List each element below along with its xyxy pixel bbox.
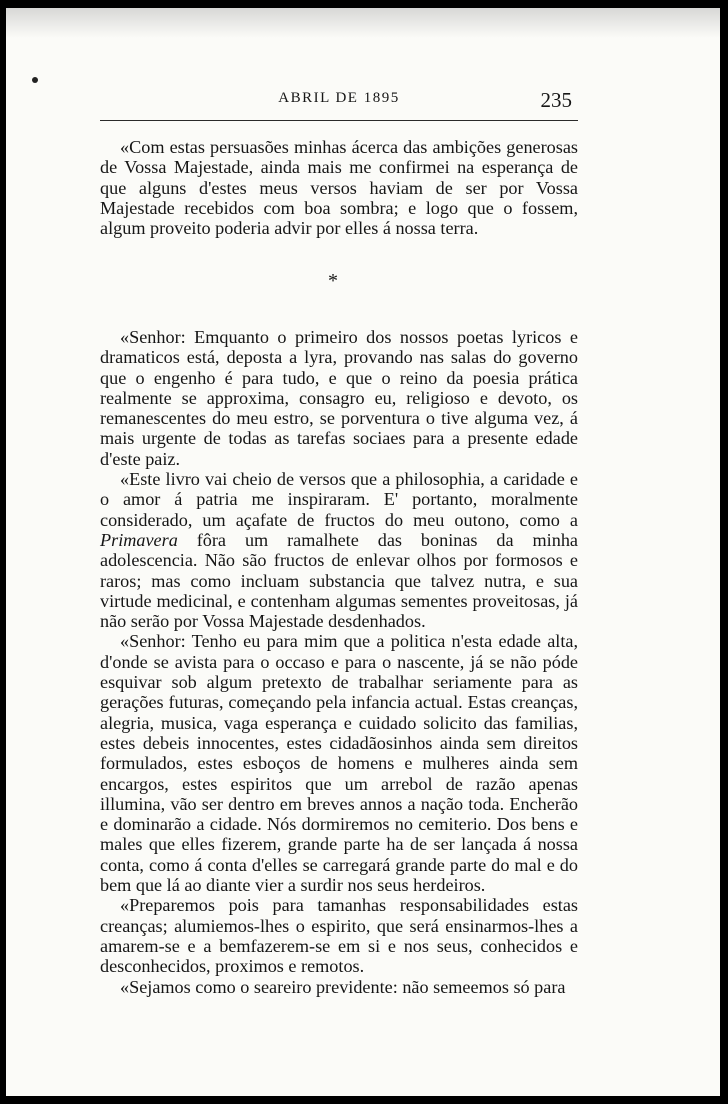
paragraph-text: fôra um ramalhete das boninas da minha adolescencia. Não são fructos de enlevar olhos por formosos e raros; mas como incluam substancia que talvez nutra, e sua virtude medicinal, e contenham algumas sementes proveitosas, já não serão por Vossa Majestade desdenhados. [100,529,578,632]
running-head: ABRIL DE 1895 [278,90,400,106]
text-block-lower [100,327,578,997]
ink-speck [32,77,38,83]
paragraph-text: «Este livro vai cheio de versos que a philosophia, a caridade e o amor á patria me inspiraram. E' portanto, moralmente considerado, um açafate de fructos do meu outono, como a [100,469,578,530]
page-header [100,84,578,121]
book-page [6,8,720,1096]
text-block-upper [100,137,578,238]
paragraph: «Senhor: Emquanto o primeiro dos nossos poetas lyricos e dramaticos está, deposta a lyra, provando nas salas do governo que o engenho é para tudo, e que o reino da poesia prática realmente se approxima, consagro eu, religioso e devoto, os remanescentes do meu estro, se porventura o tive alguma vez, á mais urgente de todas as tarefas sociaes para a presente edade d'este paiz. [100,327,578,469]
paragraph: «Preparemos pois para tamanhas responsabilidades estas creanças; alumiemos-lhes o espirito, que será ensinarmos-lhes a amarem-se e a bemfazerem-se em si e nos seus, conhecidos e desconhecidos, proximos e remotos. [100,895,578,977]
paragraph: «Sejamos como o seareiro previdente: não semeemos só para [120,976,566,997]
paragraph: «Senhor: Tenho eu para mim que a politica n'esta edade alta, d'onde se avista para o occaso e para o nascente, já se não póde esquivar sob algum pretexto de trabalhar seriamente para as gerações futuras, começando pela infancia actual. Estas creanças, alegria, musica, vaga esperança e cuidado solicito das familias, estes debeis innocentes, estes cidadãosinhos ainda sem direitos formulados, estes esboços de homens e mulheres ainda sem encargos, estes espiritos que um arrebol de razão apenas illumina, vão ser dentro em breves annos a nação toda. Encherão e dominarão a cidade. Nós dormiremos no cemiterio. Dos bens e males que elles fizerem, grande parte ha de ser lançada á nossa conta, como á conta d'elles se carregará grande parte do mal e do bem que lá ao diante vier a surdir nos seus herdeiros. [100,631,578,896]
page-number: 235 [540,88,572,112]
scan-shadow [6,8,720,38]
paragraph [100,469,578,631]
book-title-primavera: Primavera [100,529,178,550]
section-divider-asterisk: * [328,270,338,292]
paragraph: «Com estas persuasões minhas ácerca das ambições generosas de Vossa Majestade, ainda mais me confirmei na esperança de que alguns d'estes meus versos haviam de ser por Vossa Majestade recebidos com boa sombra; e logo que o fossem, algum proveito poderia advir por elles á nossa terra. [100,137,578,239]
